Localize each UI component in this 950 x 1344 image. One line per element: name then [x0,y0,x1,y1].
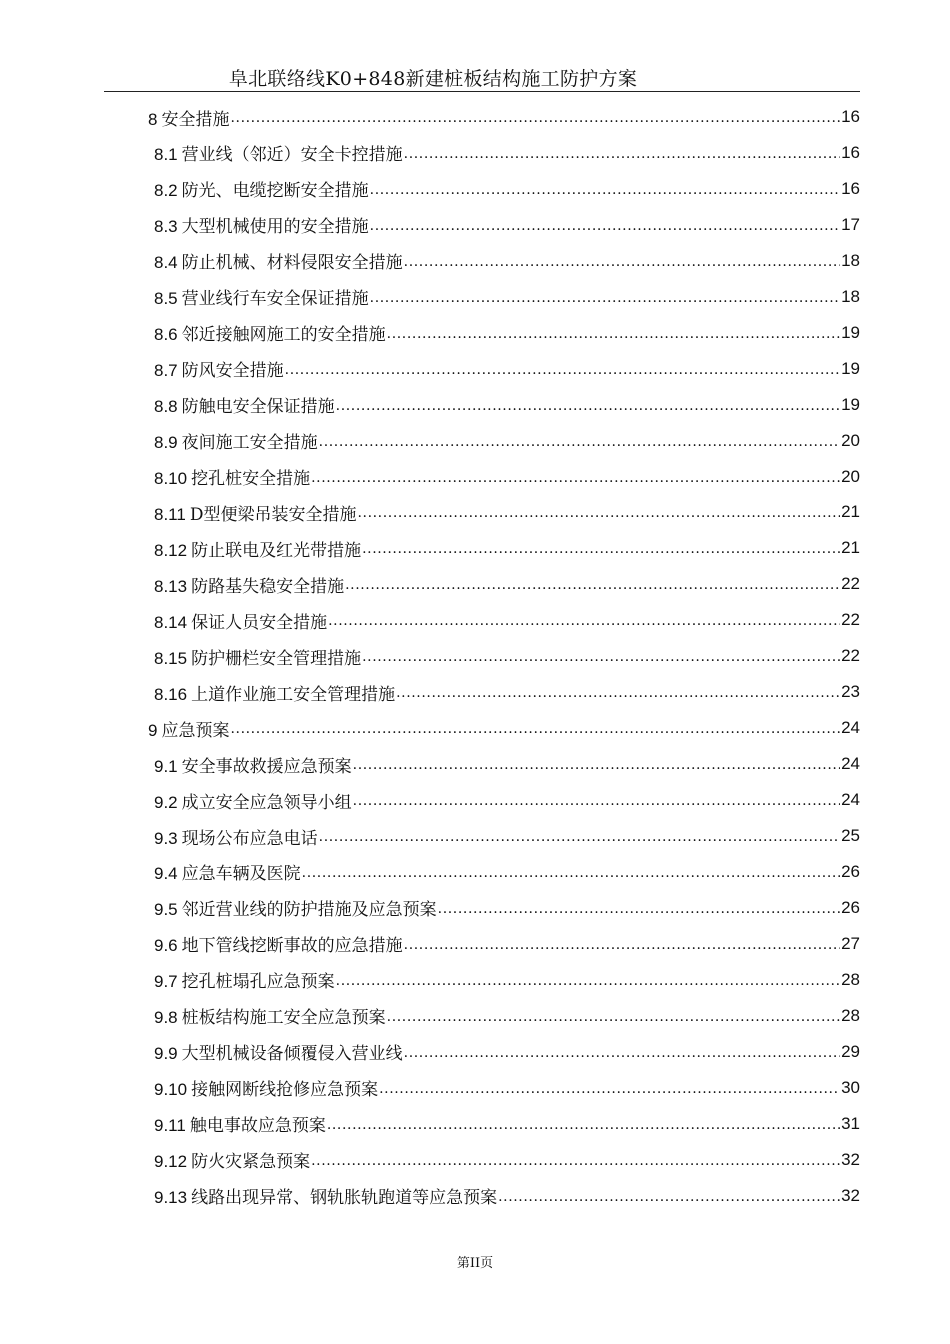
toc-entry-page: 20 [841,430,860,450]
toc-entry-label [154,1147,310,1172]
toc-entry-page: 32 [841,1149,860,1169]
toc-entry-text: 现场公布应急电话 [181,828,318,849]
toc-dot-leader [404,243,840,279]
toc-entry-text: 邻近接触网施工的安全措施 [181,325,386,346]
toc-entry-number: 9.6 [154,936,178,956]
toc-dot-leader [357,494,840,530]
toc-entry-number: 8.3 [154,217,178,237]
toc-entry[interactable] [154,530,860,566]
toc-entry-page: 16 [841,142,860,162]
toc-entry-number: 8.11 [154,504,186,524]
toc-entry[interactable] [154,962,860,998]
toc-entry[interactable] [154,135,860,171]
toc-entry-text: 营业线（邻近）安全卡控措施 [181,145,403,166]
toc-entry[interactable] [154,602,860,638]
toc-dot-leader [230,99,840,135]
toc-entry[interactable] [148,99,860,135]
toc-entry-text: 防风安全措施 [181,361,284,382]
toc-dot-leader [230,710,840,746]
toc-entry[interactable] [154,351,860,387]
toc-entry[interactable] [154,171,860,207]
toc-entry[interactable] [154,1070,860,1106]
toc-entry-text: 营业线行车安全保证措施 [181,289,369,310]
toc-entry-number: 8.4 [154,253,178,273]
toc-entry-page: 30 [841,1077,860,1097]
toc-entry-text: 夜间施工安全措施 [181,433,318,454]
toc-entry[interactable] [154,890,860,926]
toc-entry[interactable] [154,566,860,602]
toc-dot-leader [370,279,840,315]
toc-entry-number: 9.5 [154,900,178,920]
toc-entry-label [154,572,344,597]
toc-entry[interactable] [154,1142,860,1178]
page-footer-number: 第II页 [456,1256,494,1271]
toc-entry-label [154,1111,326,1136]
toc-entry-page: 29 [841,1041,860,1061]
toc-entry-label [148,105,229,130]
toc-entry-label [154,788,352,813]
toc-entry-page: 26 [841,861,860,881]
toc-entry-page: 24 [841,754,860,774]
toc-entry[interactable] [148,710,860,746]
toc-dot-leader [327,1106,840,1142]
toc-entry-text: 大型机械设备倾覆侵入营业线 [181,1044,403,1065]
toc-entry-number: 9.11 [154,1116,186,1136]
toc-entry-text: 地下管线挖断事故的应急措施 [181,936,403,957]
toc-entry-page: 24 [841,790,860,810]
toc-entry[interactable] [154,638,860,674]
toc-entry[interactable] [154,854,860,890]
toc-entry-text: 线路出现异常、钢轨胀轨跑道等应急预案 [191,1188,498,1208]
toc-entry[interactable] [154,207,860,243]
toc-dot-leader [319,423,840,459]
toc-entry-label [154,608,327,633]
toc-entry-label [154,536,361,561]
toc-entry-number: 9 [148,720,158,740]
toc-entry-label [154,967,335,992]
toc-entry[interactable] [154,1034,860,1070]
toc-entry-number: 9.13 [154,1188,188,1207]
toc-entry-page: 16 [841,178,860,198]
toc-entry[interactable] [154,243,860,279]
toc-dot-leader [336,962,840,998]
toc-entry-text: 挖孔桩塌孔应急预案 [181,972,335,993]
toc-dot-leader [370,171,840,207]
toc-dot-leader [404,135,840,171]
toc-entry-text: 大型机械使用的安全措施 [181,217,369,238]
toc-entry-number: 9.10 [154,1080,188,1100]
toc-dot-leader [319,818,840,854]
toc-entry-page: 18 [841,286,860,306]
toc-entry-label [154,1183,497,1208]
toc-entry-number: 9.9 [154,1044,178,1064]
toc-entry-label [154,212,369,237]
toc-entry-page: 28 [841,969,860,989]
toc-entry-number: 9.3 [154,828,178,848]
toc-entry-text: 应急车辆及医院 [181,864,301,885]
toc-entry-number: 8.2 [154,181,178,201]
toc-entry-page: 18 [841,250,860,270]
toc-entry[interactable] [154,1178,860,1214]
toc-dot-leader [311,459,840,495]
toc-entry-label [154,752,352,777]
toc-dot-leader [396,674,840,710]
toc-entry-number: 8.10 [154,469,188,488]
toc-entry-text: 桩板结构施工安全应急预案 [181,1008,386,1029]
toc-entry-label [154,248,403,273]
toc-dot-leader [404,1034,840,1070]
toc-dot-leader [438,890,840,926]
toc-entry-label [154,1075,378,1100]
toc-entry-label [154,1039,403,1064]
toc-entry-text: 防路基失稳安全措施 [191,576,345,597]
toc-entry-page: 19 [841,322,860,342]
toc-entry-page: 31 [841,1113,860,1133]
toc-entry-text: 挖孔桩安全措施 [191,469,311,489]
toc-entry-number: 9.2 [154,792,178,812]
toc-entry-page: 27 [841,933,860,953]
toc-entry[interactable] [154,279,860,315]
toc-entry-label [154,140,403,165]
toc-entry-page: 22 [841,646,860,666]
toc-dot-leader [336,387,840,423]
toc-entry[interactable] [154,782,860,818]
toc-entry-label [154,428,318,453]
toc-entry-label [154,320,386,345]
toc-entry-text: 应急预案 [161,720,230,741]
toc-entry-number: 9.8 [154,1008,178,1028]
toc-entry-page: 22 [841,610,860,630]
toc-entry-page: 16 [841,107,860,126]
toc-entry-label [154,356,284,381]
toc-entry-number: 9.1 [154,756,178,776]
toc-entry[interactable] [154,494,860,530]
toc-entry-number: 8.14 [154,612,188,632]
toc-dot-leader [353,782,840,818]
toc-entry-number: 8.9 [154,433,178,453]
toc-entry-page: 26 [841,897,860,917]
toc-entry-label [154,824,318,849]
header-divider [104,91,860,92]
toc-entry-number: 8.5 [154,289,178,309]
toc-dot-leader [498,1178,840,1214]
toc-entry-text: D型便梁吊装安全措施 [189,504,357,525]
toc-entry-text: 防护栅栏安全管理措施 [191,648,362,669]
toc-entry-label [154,176,369,201]
toc-entry-label [154,895,437,920]
toc-entry-number: 8.1 [154,145,178,165]
toc-entry[interactable] [154,674,860,710]
toc-entry[interactable] [154,423,860,459]
toc-entry-text: 防光、电缆挖断安全措施 [181,181,369,202]
toc-entry-label [154,500,356,525]
toc-entry-label [154,464,310,489]
toc-entry-page: 19 [841,358,860,378]
toc-dot-leader [353,746,840,782]
toc-entry-text: 触电事故应急预案 [189,1116,326,1137]
toc-dot-leader [362,530,840,566]
toc-entry-text: 成立安全应急领导小组 [181,792,352,813]
toc-entry-number: 8.8 [154,397,178,417]
toc-entry[interactable] [154,926,860,962]
toc-entry[interactable] [154,1106,860,1142]
toc-dot-leader [302,854,840,890]
toc-dot-leader [379,1070,840,1106]
toc-entry-label [148,716,229,741]
toc-entry-label [154,392,335,417]
toc-entry-text: 防火灾紧急预案 [191,1152,311,1173]
toc-entry[interactable] [154,998,860,1034]
toc-entry-text: 安全措施 [161,109,230,130]
toc-entry-number: 8.12 [154,540,188,560]
toc-entry-page: 21 [841,538,860,558]
toc-entry[interactable] [154,459,860,495]
toc-dot-leader [404,926,840,962]
toc-entry-text: 防止机械、材料侵限安全措施 [181,253,403,274]
toc-dot-leader [328,602,840,638]
page-header-title: 阜北联络线K0+848新建桩板结构施工防护方案 [228,68,638,90]
toc-entry-number: 8.13 [154,576,188,596]
toc-dot-leader [285,351,840,387]
toc-entry-number: 9.4 [154,864,178,884]
toc-entry-number: 8.15 [154,648,188,668]
toc-dot-leader [387,315,840,351]
toc-entry-page: 22 [841,574,860,594]
toc-dot-leader [362,638,840,674]
toc-entry-page: 23 [841,682,860,702]
toc-entry-page: 20 [841,466,860,486]
toc-entry-label [154,284,369,309]
toc-entry-page: 28 [841,1005,860,1025]
toc-entry-page: 17 [841,214,860,234]
toc-entry-text: 邻近营业线的防护措施及应急预案 [181,900,437,921]
toc-entry-label [154,644,361,669]
toc-dot-leader [345,566,840,602]
toc-entry-text: 防触电安全保证措施 [181,397,335,418]
toc-entry-page: 21 [841,502,860,522]
toc-entry-text: 安全事故救援应急预案 [181,756,352,777]
toc-entry[interactable] [154,387,860,423]
toc-entry-number: 8.6 [154,325,178,345]
toc-dot-leader [370,207,840,243]
toc-dot-leader [311,1142,840,1178]
toc-entry[interactable] [154,746,860,782]
toc-entry-page: 32 [841,1185,860,1205]
toc-entry-label [154,1003,386,1028]
toc-entry-number: 8.7 [154,361,178,381]
toc-entry-text: 防止联电及红光带措施 [191,540,362,561]
toc-entry-text: 接触网断线抢修应急预案 [191,1080,379,1101]
toc-entry-label [154,931,403,956]
toc-entry-label [154,859,301,884]
toc-entry-page: 24 [841,718,860,738]
toc-entry-page: 25 [841,826,860,845]
toc-dot-leader [387,998,840,1034]
toc-entry-page: 19 [841,394,860,414]
toc-entry-number: 8 [148,109,158,129]
toc-entry-number: 9.7 [154,972,178,992]
toc-entry-label [154,680,395,705]
toc-entry-text: 上道作业施工安全管理措施 [191,684,396,705]
toc-entry[interactable] [154,818,860,854]
toc-entry-number: 8.16 [154,684,188,704]
toc-entry-text: 保证人员安全措施 [191,612,328,633]
toc-entry[interactable] [154,315,860,351]
toc-entry-number: 9.12 [154,1152,188,1172]
